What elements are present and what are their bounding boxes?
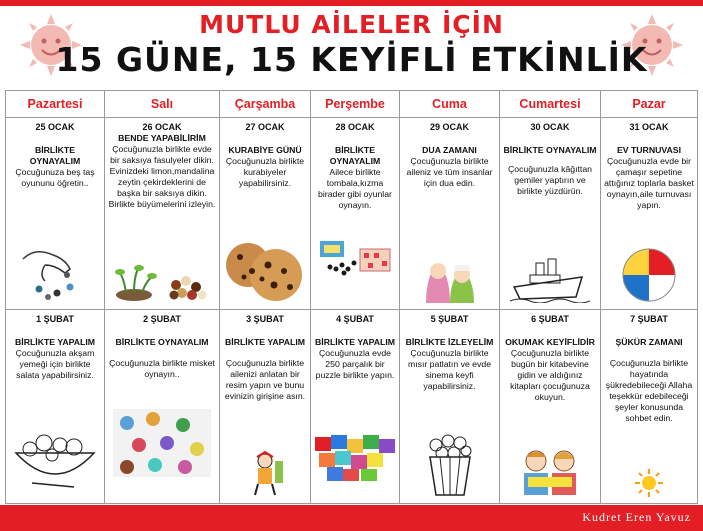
top-red-bar	[0, 0, 703, 6]
activity-cell	[601, 310, 698, 504]
hand-stones-icon	[15, 241, 95, 303]
activity-title: BİRLİKTE YAPALIM	[225, 337, 305, 347]
weekday-header: Çarşamba	[220, 91, 311, 118]
activity-cell	[105, 310, 220, 504]
salad-bowl-icon	[12, 425, 98, 491]
sun-icon	[635, 469, 663, 497]
activity-text: Çocuğunuzla evde 250 parçalık bir puzzle birlikte yapın.	[315, 348, 395, 380]
activity-cell	[500, 118, 601, 310]
activity-cell	[601, 118, 698, 310]
activity-title: BİRLİKTE OYNAYALIM	[329, 145, 381, 166]
activity-title: KURABİYE GÜNÜ	[228, 145, 302, 155]
ship-icon	[510, 253, 590, 303]
activity-cell	[105, 118, 220, 310]
activity-text: Çocuğunuzla birlikte kurabiyeler yapabilirsiniz.	[225, 156, 305, 188]
activity-text: Çocuğunuzla birlikte ailenizi anlatan bir resim yapın ve bunu evinizin girişine asın.	[224, 358, 306, 401]
activity-text: Çocuğunuzla akşam yemeği için birlikte salata yapabilirsiniz.	[15, 348, 95, 380]
activity-date: 28 OCAK	[335, 122, 375, 132]
activity-text: Çocuğunuzla birlikte evde bir saksıya fasulyeler dikin. Evinizdeki limon,mandalina zeytin çekirdeklerini de başka bir saksıya dikin. Birlikte büyümelerini izleyin.	[108, 144, 216, 209]
activity-calendar	[5, 90, 698, 504]
weekday-header: Pazartesi	[6, 91, 105, 118]
activity-date: 26 OCAK	[142, 122, 182, 132]
activity-text: Çocuğunuzla birlikte mısır patlatın ve evde sinema keyfi yapabilirsiniz.	[407, 348, 492, 391]
activity-cell	[400, 118, 500, 310]
activity-date: 2 ŞUBAT	[143, 314, 181, 324]
activity-title: BİRLİKTE İZLEYELİM	[405, 337, 494, 347]
activity-title: OKUMAK KEYİFLİDİR	[505, 337, 595, 347]
activity-title: BİRLİKTE OYNAYALIM	[29, 145, 81, 166]
activity-date: 7 ŞUBAT	[630, 314, 668, 324]
activity-date: 4 ŞUBAT	[336, 314, 374, 324]
week-row	[6, 118, 698, 310]
activity-date: 1 ŞUBAT	[36, 314, 74, 324]
weekday-header: Perşembe	[311, 91, 400, 118]
activity-title: BİRLİKTE OYNAYALIM	[115, 337, 209, 347]
activity-text: Çocuğunuzla birlikte misket oynayın..	[109, 358, 215, 379]
puzzle-icon	[313, 433, 397, 483]
activity-date: 6 ŞUBAT	[531, 314, 569, 324]
activity-text: Çocuğunuzla kâğıttan gemiler yaptırın ve birlikte yüzdürün.	[507, 164, 593, 196]
activity-text: Çocuğunuzla birlikte aileniz ve tüm insanlar için dua edin.	[406, 156, 493, 188]
popcorn-icon	[422, 433, 478, 497]
activity-date: 29 OCAK	[429, 122, 469, 132]
activity-title: EV TURNUVASI	[616, 145, 682, 155]
activity-date: 27 OCAK	[245, 122, 285, 132]
activity-title: BİRLİKTE YAPALIM	[15, 337, 95, 347]
activity-date: 30 OCAK	[530, 122, 570, 132]
activity-date: 3 ŞUBAT	[246, 314, 284, 324]
activity-date: 31 OCAK	[629, 122, 669, 132]
board-game-icon	[316, 239, 394, 279]
activity-title: BİRLİKTE YAPALIM	[315, 337, 395, 347]
activity-cell	[311, 310, 400, 504]
weekday-header: Salı	[105, 91, 220, 118]
author-credit: Kudret Eren Yavuz	[582, 510, 691, 524]
activity-title: BENDE YAPABİLİRİM	[118, 133, 206, 143]
seedling-icon	[112, 259, 212, 303]
activity-title: BİRLİKTE OYNAYALIM	[503, 145, 597, 155]
weekday-header: Pazar	[601, 91, 698, 118]
activity-date: 25 OCAK	[35, 122, 75, 132]
activity-text: Çocuğunuzla birlikte bugün bir kitabevine gidin ve aldığınız kitapları çocuğunuza okuyun.	[510, 348, 590, 402]
marbles-icon	[113, 409, 211, 477]
activity-cell	[6, 118, 105, 310]
cookie-icon	[222, 237, 308, 303]
activity-cell	[6, 310, 105, 504]
weekday-header: Cumartesi	[500, 91, 601, 118]
activity-text: Çocuğunuza beş taş oyununu öğretin..	[15, 167, 95, 188]
page-subtitle: MUTLU AİLELER İÇİN	[199, 10, 504, 39]
activity-title: ŞÜKÜR ZAMANI	[615, 337, 683, 347]
reading-kids-icon	[518, 447, 582, 497]
activity-text: Çocuğunuzla birlikte hayatında şükredebileceği Allaha teşekkür edebileceği şeyler konusunda sohbet edin.	[605, 358, 693, 423]
activity-cell	[400, 310, 500, 504]
activity-cell	[220, 310, 311, 504]
weekday-header: Cuma	[400, 91, 500, 118]
activity-cell	[311, 118, 400, 310]
beach-ball-icon	[621, 247, 677, 303]
activity-text: Çocuğunuzla evde bir çamaşır sepetine attığınız toplarla basket oynayın,aile turnuvası yapın.	[604, 156, 694, 210]
activity-cell	[500, 310, 601, 504]
activity-date: 5 ŞUBAT	[430, 314, 469, 324]
praying-kids-icon	[420, 245, 480, 303]
page-title: 15 GÜNE, 15 KEYİFLİ ETKİNLİK	[55, 40, 648, 79]
weekday-header-row	[6, 91, 698, 118]
activity-cell	[220, 118, 311, 310]
week-row	[6, 310, 698, 504]
activity-title: DUA ZAMANI	[422, 145, 477, 155]
painting-child-icon	[245, 451, 285, 497]
activity-text: Ailece birlikte tombala,kızma birader gibi oyunlar oynayın.	[318, 167, 392, 210]
